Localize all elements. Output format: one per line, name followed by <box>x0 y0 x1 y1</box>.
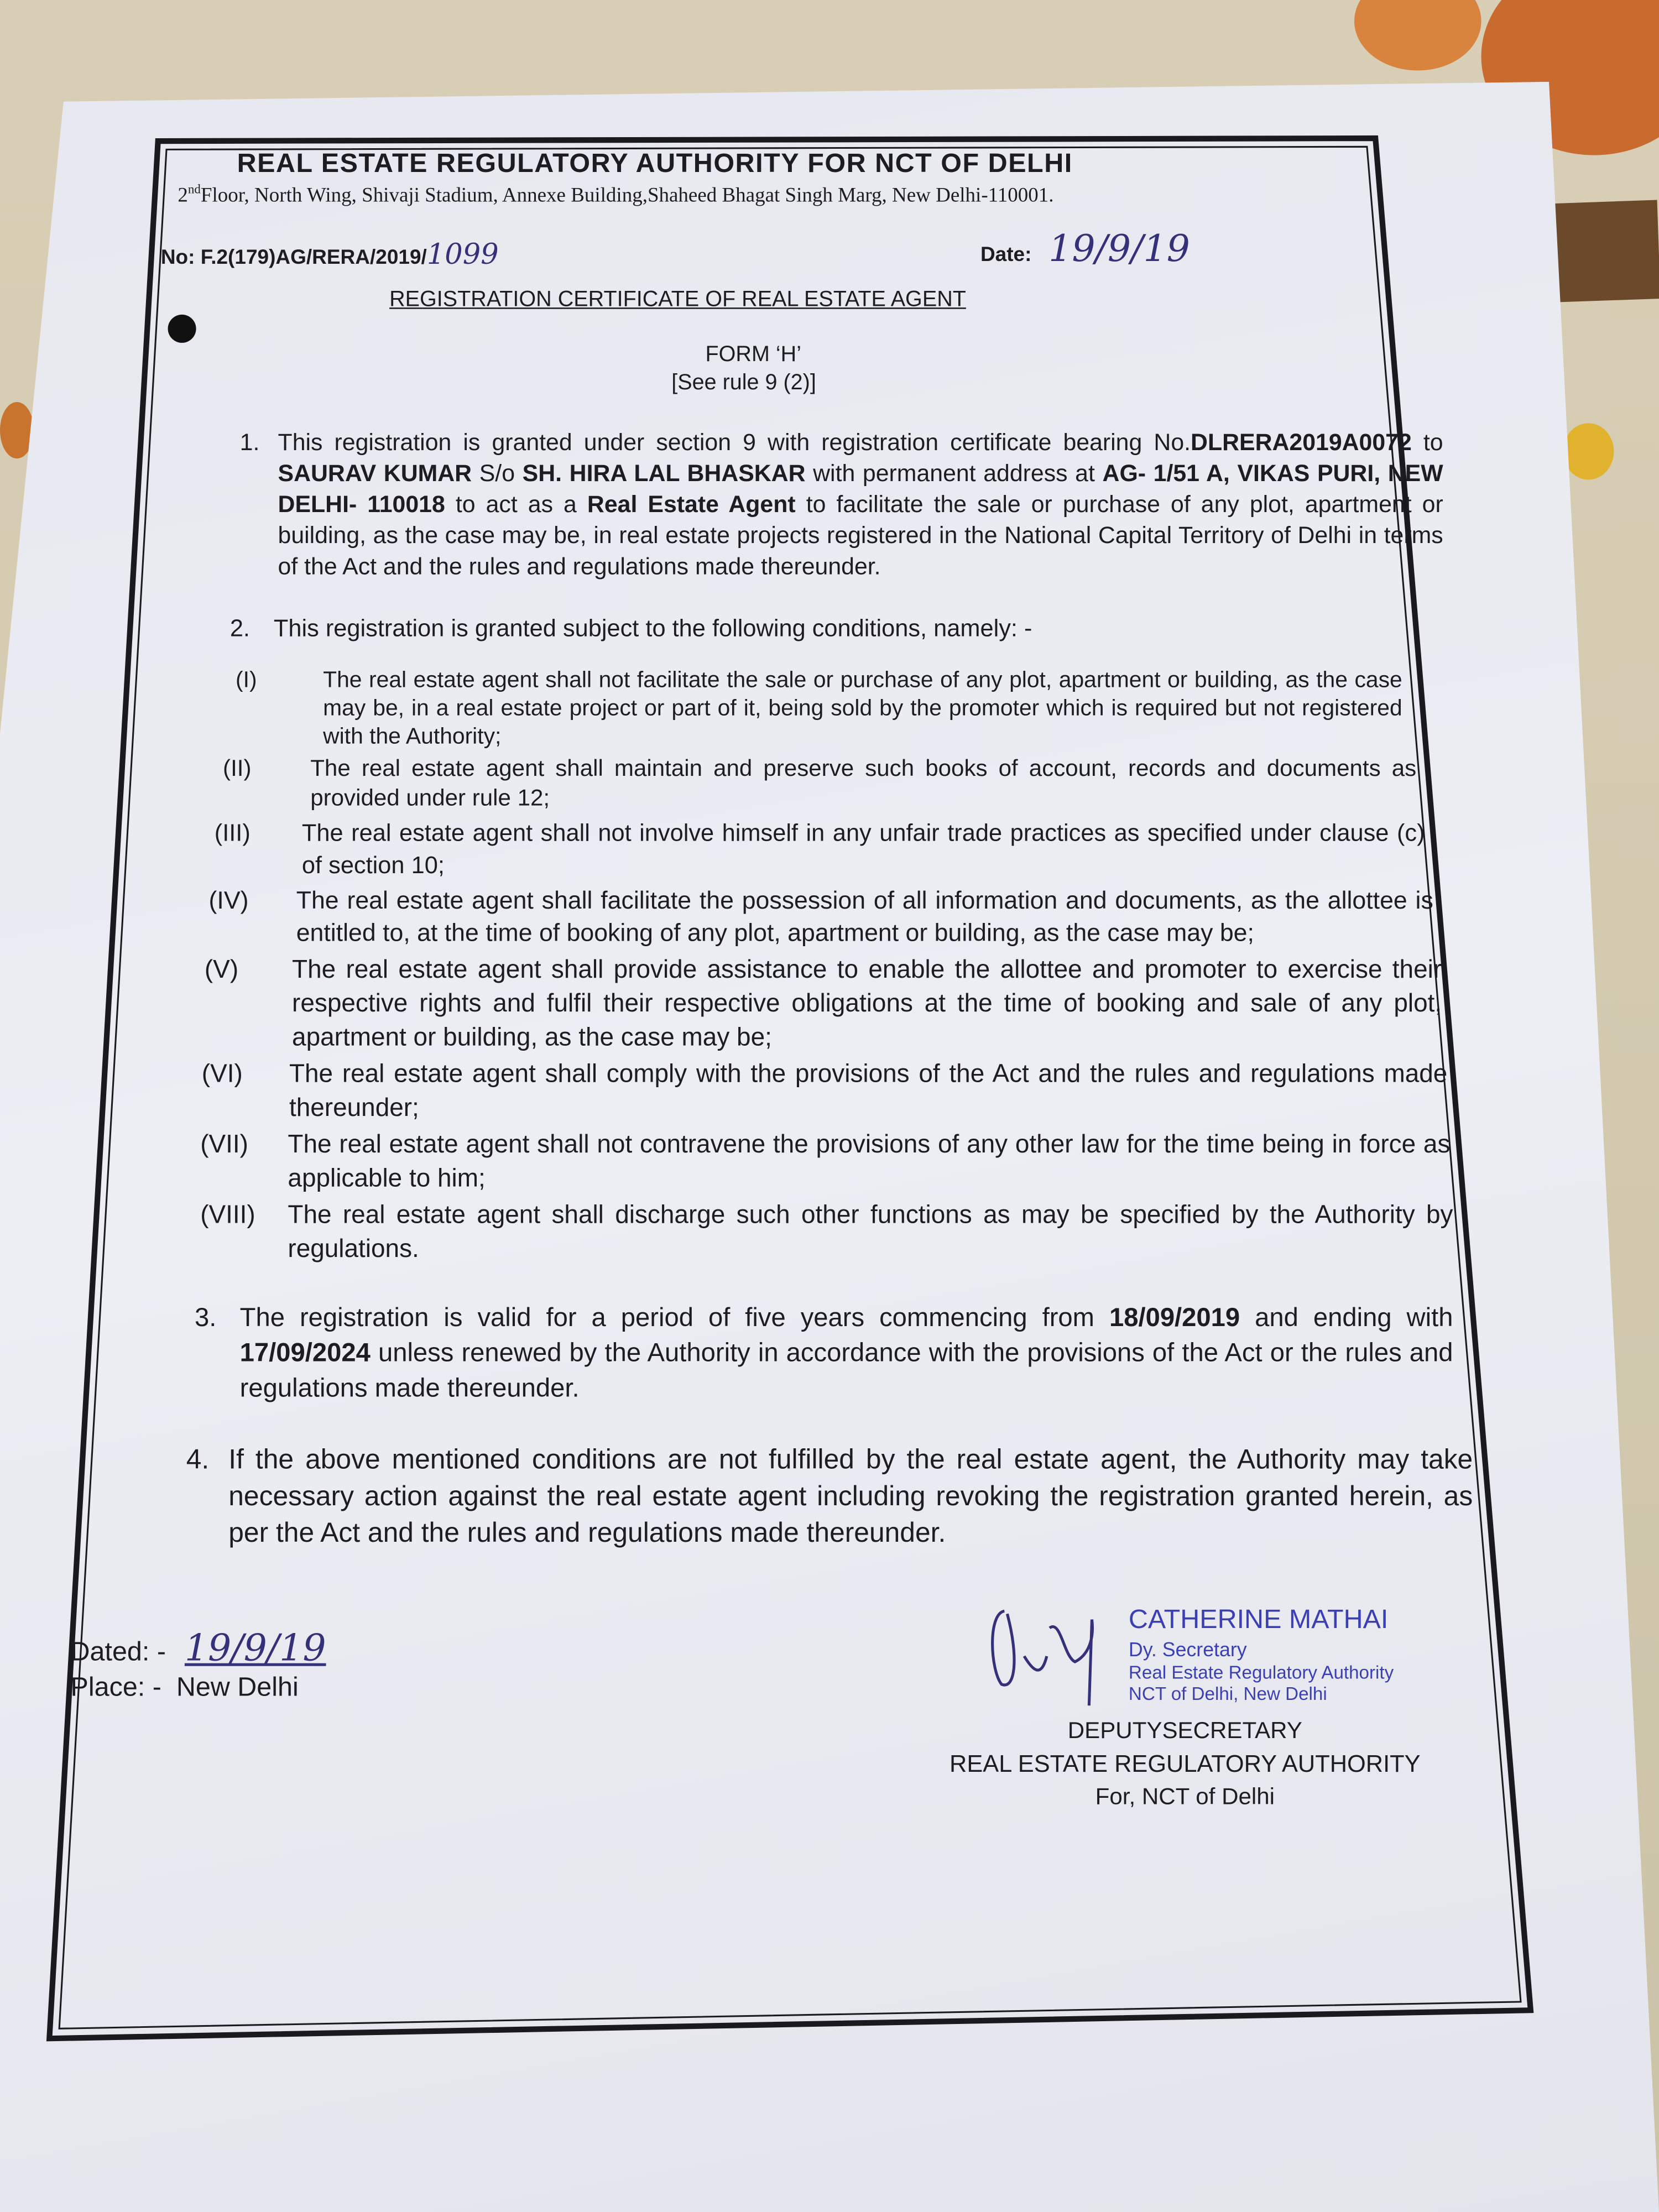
condition-label: (IV) <box>208 886 249 915</box>
condition-text: The real estate agent shall comply with the provisions of the Act and the rules and regulations made thereunder; <box>289 1059 1448 1122</box>
condition-item <box>202 1057 1448 1124</box>
para1-t6: to facilitate the sale or purchase of any plot, apartment or building, as the case may be, in real estate projects registered in the National Capital Territory of Delhi in terms of the Act and the rules and regulations made thereunder. <box>278 491 1443 580</box>
para1-t4: with permanent address at <box>805 460 1103 487</box>
para3-t3: unless renewed by the Authority in accordance with the provisions of the Act or the rules and regulations made thereunder. <box>239 1337 1453 1402</box>
stamp-name: CATHERINE MATHAI <box>1128 1605 1389 1635</box>
condition-label: (VIII) <box>200 1200 255 1229</box>
authority-title: REAL ESTATE REGULATORY AUTHORITY FOR NCT OF DELHI <box>237 149 1073 179</box>
condition-label: (II) <box>223 756 252 782</box>
father-name: SH. HIRA LAL BHASKAR <box>522 460 806 487</box>
official-stamp <box>1129 1600 1394 1705</box>
para1 <box>240 427 1443 583</box>
signature <box>976 1600 1117 1713</box>
condition-label: (VI) <box>201 1059 243 1088</box>
para1-number: 1. <box>239 429 260 456</box>
stamp-designation: Dy. Secretary <box>1128 1637 1247 1661</box>
condition-text: The real estate agent shall not involve himself in any unfair trade practices as specified under clause (c) of section 10; <box>301 820 1425 879</box>
para4-text: If the above mentioned conditions are not fulfilled by the real estate agent, the Authority may take necessary action against the real estate agent including revoking the registration granted herein, as per the Act and the rules and regulations made thereunder. <box>228 1444 1473 1549</box>
agent-role: Real Estate Agent <box>587 491 796 518</box>
condition-item <box>215 817 1425 881</box>
para2 <box>230 614 1453 645</box>
stamp-place: NCT of Delhi, New Delhi <box>1128 1683 1327 1705</box>
date-label: Date: <box>980 244 1032 267</box>
para1-t2: to <box>1411 429 1443 456</box>
condition-text: The real estate agent shall not facilitate the sale or purchase of any plot, apartment or building, as the case may be, in a real estate project or part of it, being sold by the promoter which is required but not registered with the Authority; <box>323 669 1402 749</box>
para3-text <box>240 1299 1453 1405</box>
condition-item <box>236 667 1402 752</box>
dated-line <box>71 1628 326 1671</box>
place-label-text: Place: - <box>70 1673 161 1703</box>
para4-number: 4. <box>186 1444 210 1476</box>
validity-end: 17/09/2024 <box>239 1337 371 1367</box>
condition-label: (V) <box>204 955 239 984</box>
condition-label: (I) <box>236 669 257 693</box>
dated-label: Dated: - <box>70 1637 166 1668</box>
condition-item <box>209 884 1433 949</box>
signature-area <box>976 1600 1394 1713</box>
para4 <box>186 1442 1473 1552</box>
dated-handwritten: 19/9/19 <box>184 1627 326 1671</box>
condition-item <box>200 1198 1453 1265</box>
para1-t5: to act as a <box>445 491 587 518</box>
condition-label: (VII) <box>200 1130 248 1159</box>
signatory-region: For, NCT of Delhi <box>1095 1785 1275 1810</box>
dated-place <box>71 1600 326 1812</box>
para1-t1: This registration is granted under section 9 with registration certificate bearing No. <box>278 429 1191 456</box>
para1-text <box>278 427 1443 583</box>
condition-item <box>200 1127 1450 1194</box>
condition-text: The real estate agent shall facilitate the possession of all information and documents, as the allottee is entitled to, at the time of booking of any plot, apartment or building, as the case may be; <box>296 886 1433 947</box>
reference-handwritten: 1099 <box>426 237 499 271</box>
form-label: FORM ‘H’ <box>705 342 802 367</box>
agent-name: SAURAV KUMAR <box>278 460 472 487</box>
registration-number: DLRERA2019A0072 <box>1191 429 1412 456</box>
issue-date <box>980 228 1190 271</box>
place-value: New Delhi <box>176 1673 299 1703</box>
para2-number: 2. <box>229 615 251 642</box>
signatory-title: DEPUTYSECRETARY <box>1067 1718 1302 1744</box>
agent-address: AG- 1/51 A, VIKAS PURI, NEW DELHI- 110018 <box>278 460 1443 518</box>
para3-number: 3. <box>195 1302 217 1332</box>
para2-text: This registration is granted subject to the following conditions, namely: - <box>273 615 1032 642</box>
condition-text: The real estate agent shall not contravene the provisions of any other law for the time being in force as applicable to him; <box>288 1130 1451 1192</box>
reference-label: No: F.2(179)AG/RERA/2019/ <box>160 247 427 270</box>
condition-text: The real estate agent shall provide assistance to enable the allottee and promoter to exercise their respective rights and fulfil their respective obligations at the time of booking and sale of any plot, apartment or building, as the case may be; <box>292 955 1442 1051</box>
condition-item <box>223 755 1416 814</box>
validity-start: 18/09/2019 <box>1109 1302 1240 1332</box>
para3 <box>195 1299 1453 1405</box>
para1-t3: S/o <box>472 460 523 487</box>
address-text: Floor, North Wing, Shivaji Stadium, Annexe Building,Shaheed Bhagat Singh Marg, New Delhi-110001. <box>200 184 1054 207</box>
address-floor: 2 <box>178 184 188 207</box>
punch-hole <box>168 315 196 343</box>
condition-label: (III) <box>214 820 251 847</box>
place-line <box>71 1673 326 1704</box>
certificate-heading: REGISTRATION CERTIFICATE OF REAL ESTATE AGENT <box>389 288 966 312</box>
para3-t2: and ending with <box>1240 1302 1453 1332</box>
condition-item <box>205 952 1442 1054</box>
para3-t1: The registration is valid for a period of five years commencing from <box>239 1302 1109 1332</box>
address-sup: nd <box>187 182 201 196</box>
date-handwritten: 19/9/19 <box>1048 228 1190 271</box>
authority-address <box>178 182 1053 208</box>
condition-text: The real estate agent shall discharge such other functions as may be specified by the Authority by regulations. <box>288 1200 1453 1263</box>
signatory-org: REAL ESTATE REGULATORY AUTHORITY <box>950 1750 1421 1778</box>
reference-number <box>161 237 499 271</box>
stamp-org: Real Estate Regulatory Authority <box>1128 1661 1394 1683</box>
form-rule: [See rule 9 (2)] <box>671 371 816 395</box>
certificate-body <box>70 427 1473 1812</box>
signature-block <box>889 1600 1481 1812</box>
condition-text: The real estate agent shall maintain and preserve such books of account, records and documents as provided under rule 12; <box>310 756 1417 811</box>
certificate-footer <box>71 1600 1481 1812</box>
